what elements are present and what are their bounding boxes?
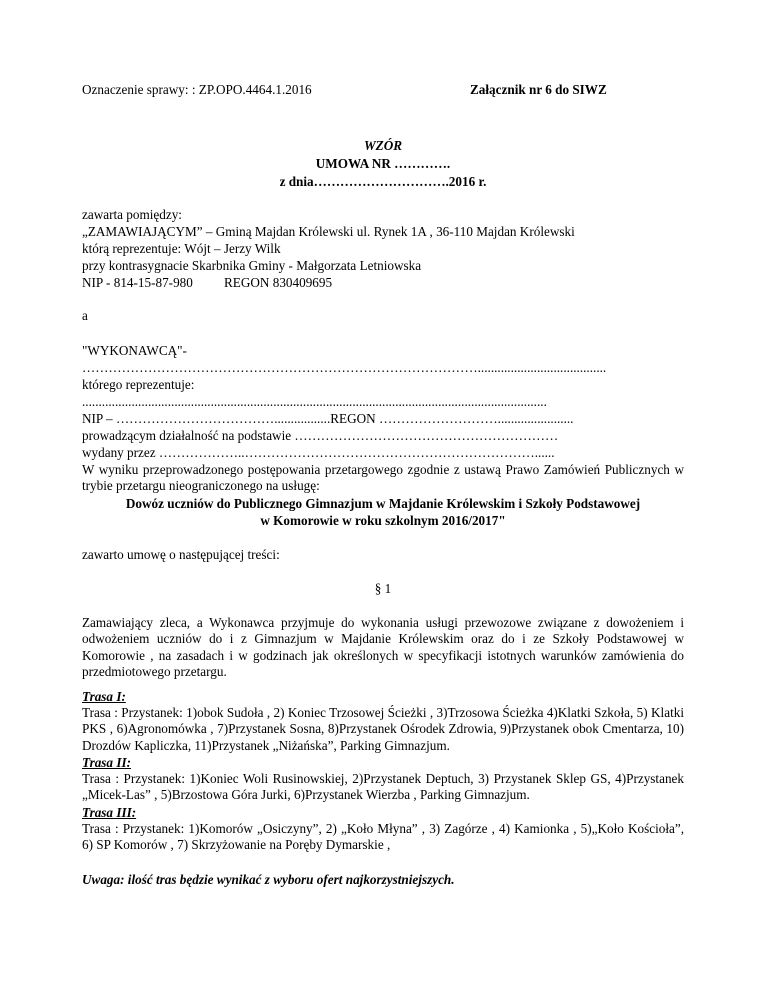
wydany-line: wydany przez ………………..…………………………………………………………...... — [82, 445, 555, 460]
paragraph-number: § 1 — [374, 581, 392, 596]
wykonawca-dots: ………………………………………………………………………………....................................... — [82, 360, 607, 375]
route-3-text: Trasa : Przystanek: 1)Komorów „Osiczyny”, 2) „Koło Młyna” , 3) Zagórze , 4) Kamionka , 5)„Koło Kościoła”, 6) SP Komorów , 7) Skrzyżowanie na Poręby Dymarskie , — [82, 821, 684, 853]
title-wzor: WZÓR — [363, 138, 403, 153]
case-reference: Oznaczenie sprawy: : ZP.OPO.4464.1.2016 — [82, 82, 312, 97]
section1-text: Zamawiający zleca, a Wykonawca przyjmuje do wykonania usługi przewozowe związane z dowożeniem i odwożeniem uczniów do i z Gimnazjum w Majdanie Królewskim oraz do i ze Szkoły Podstawowej w Komorowie , na zasadach i w godzinach jak określonych w specyfikacji istotnych warunków zamówienia do przedmiotowego przetargu. — [82, 615, 684, 680]
route-1-title: Trasa I: — [82, 689, 126, 704]
tender-paragraph: W wyniku przeprowadzonego postępowania przetargowego zgodnie z ustawą Prawo Zamówień Publicznych w trybie przetargu nieograniczonego na usługę: — [82, 462, 684, 494]
kontrasygnata-line: przy kontrasygnacie Skarbnika Gminy - Małgorzata Letniowska — [82, 258, 422, 273]
route-1-text: Trasa : Przystanek: 1)obok Sudoła , 2) Koniec Trzosowej Ścieżki , 3)Trzosowa Ścieżka 4)Klatki Szkoła, 5) Klatki PKS , 6)Agronomówka , 7)Przystanek Sosna, 8)Przystanek Ośrodek Zdrowia, 9)Przystanek obok Cmentarza, 10) Drozdów Kapliczka, 11)Przystanek „Niżańska”, Parking Gimnazjum. — [82, 705, 684, 753]
dzialalnosc-line: prowadzącym działalność na podstawie …………………………………………………… — [82, 428, 559, 443]
subject-line-2: w Komorowie w roku szkolnym 2016/2017" — [260, 513, 506, 528]
wykonawca-rep-dots: ............................................................................................................................................. — [82, 394, 547, 409]
contract-intro: zawarto umowę o następującej treści: — [82, 547, 280, 562]
representative-line: którą reprezentuje: Wójt – Jerzy Wilk — [82, 241, 281, 256]
route-2-title: Trasa II: — [82, 755, 131, 770]
subject-line-1: Dowóz uczniów do Publicznego Gimnazjum w Majdanie Królewskim i Szkoły Podstawowej — [125, 496, 641, 511]
annex-label: Załącznik nr 6 do SIWZ — [470, 82, 607, 97]
route-3-title: Trasa III: — [82, 805, 137, 820]
conjunction-a: a — [82, 308, 88, 323]
wykonawca-label: "WYKONAWCĄ"- — [82, 343, 187, 358]
title-date: z dnia………………………….2016 r. — [279, 174, 487, 189]
parties-intro: zawarta pomiędzy: — [82, 207, 182, 222]
nip-line: NIP - 814-15-87-980 — [82, 275, 193, 290]
wykonawca-rep-label: którego reprezentuje: — [82, 377, 195, 392]
route-2-text: Trasa : Przystanek: 1)Koniec Woli Rusinowskiej, 2)Przystanek Deptuch, 3) Przystanek Sklep GS, 4)Przystanek „Micek-Las” , 5)Brzostowa Góra Jurki, 6)Przystanek Wierzba , Parking Gimnazjum. — [82, 771, 684, 803]
nip-regon-line: NIP – ……………………………….................REGON ………………………....................... — [82, 411, 574, 426]
note-text: Uwaga: ilość tras będzie wynikać z wyboru ofert najkorzystniejszych. — [82, 872, 455, 887]
regon-line: REGON 830409695 — [224, 275, 333, 290]
title-umowa: UMOWA NR …………. — [315, 156, 451, 171]
zamawiajacy-line: „ZAMAWIAJĄCYM” – Gminą Majdan Królewski ul. Rynek 1A , 36-110 Majdan Królewski — [82, 224, 575, 239]
